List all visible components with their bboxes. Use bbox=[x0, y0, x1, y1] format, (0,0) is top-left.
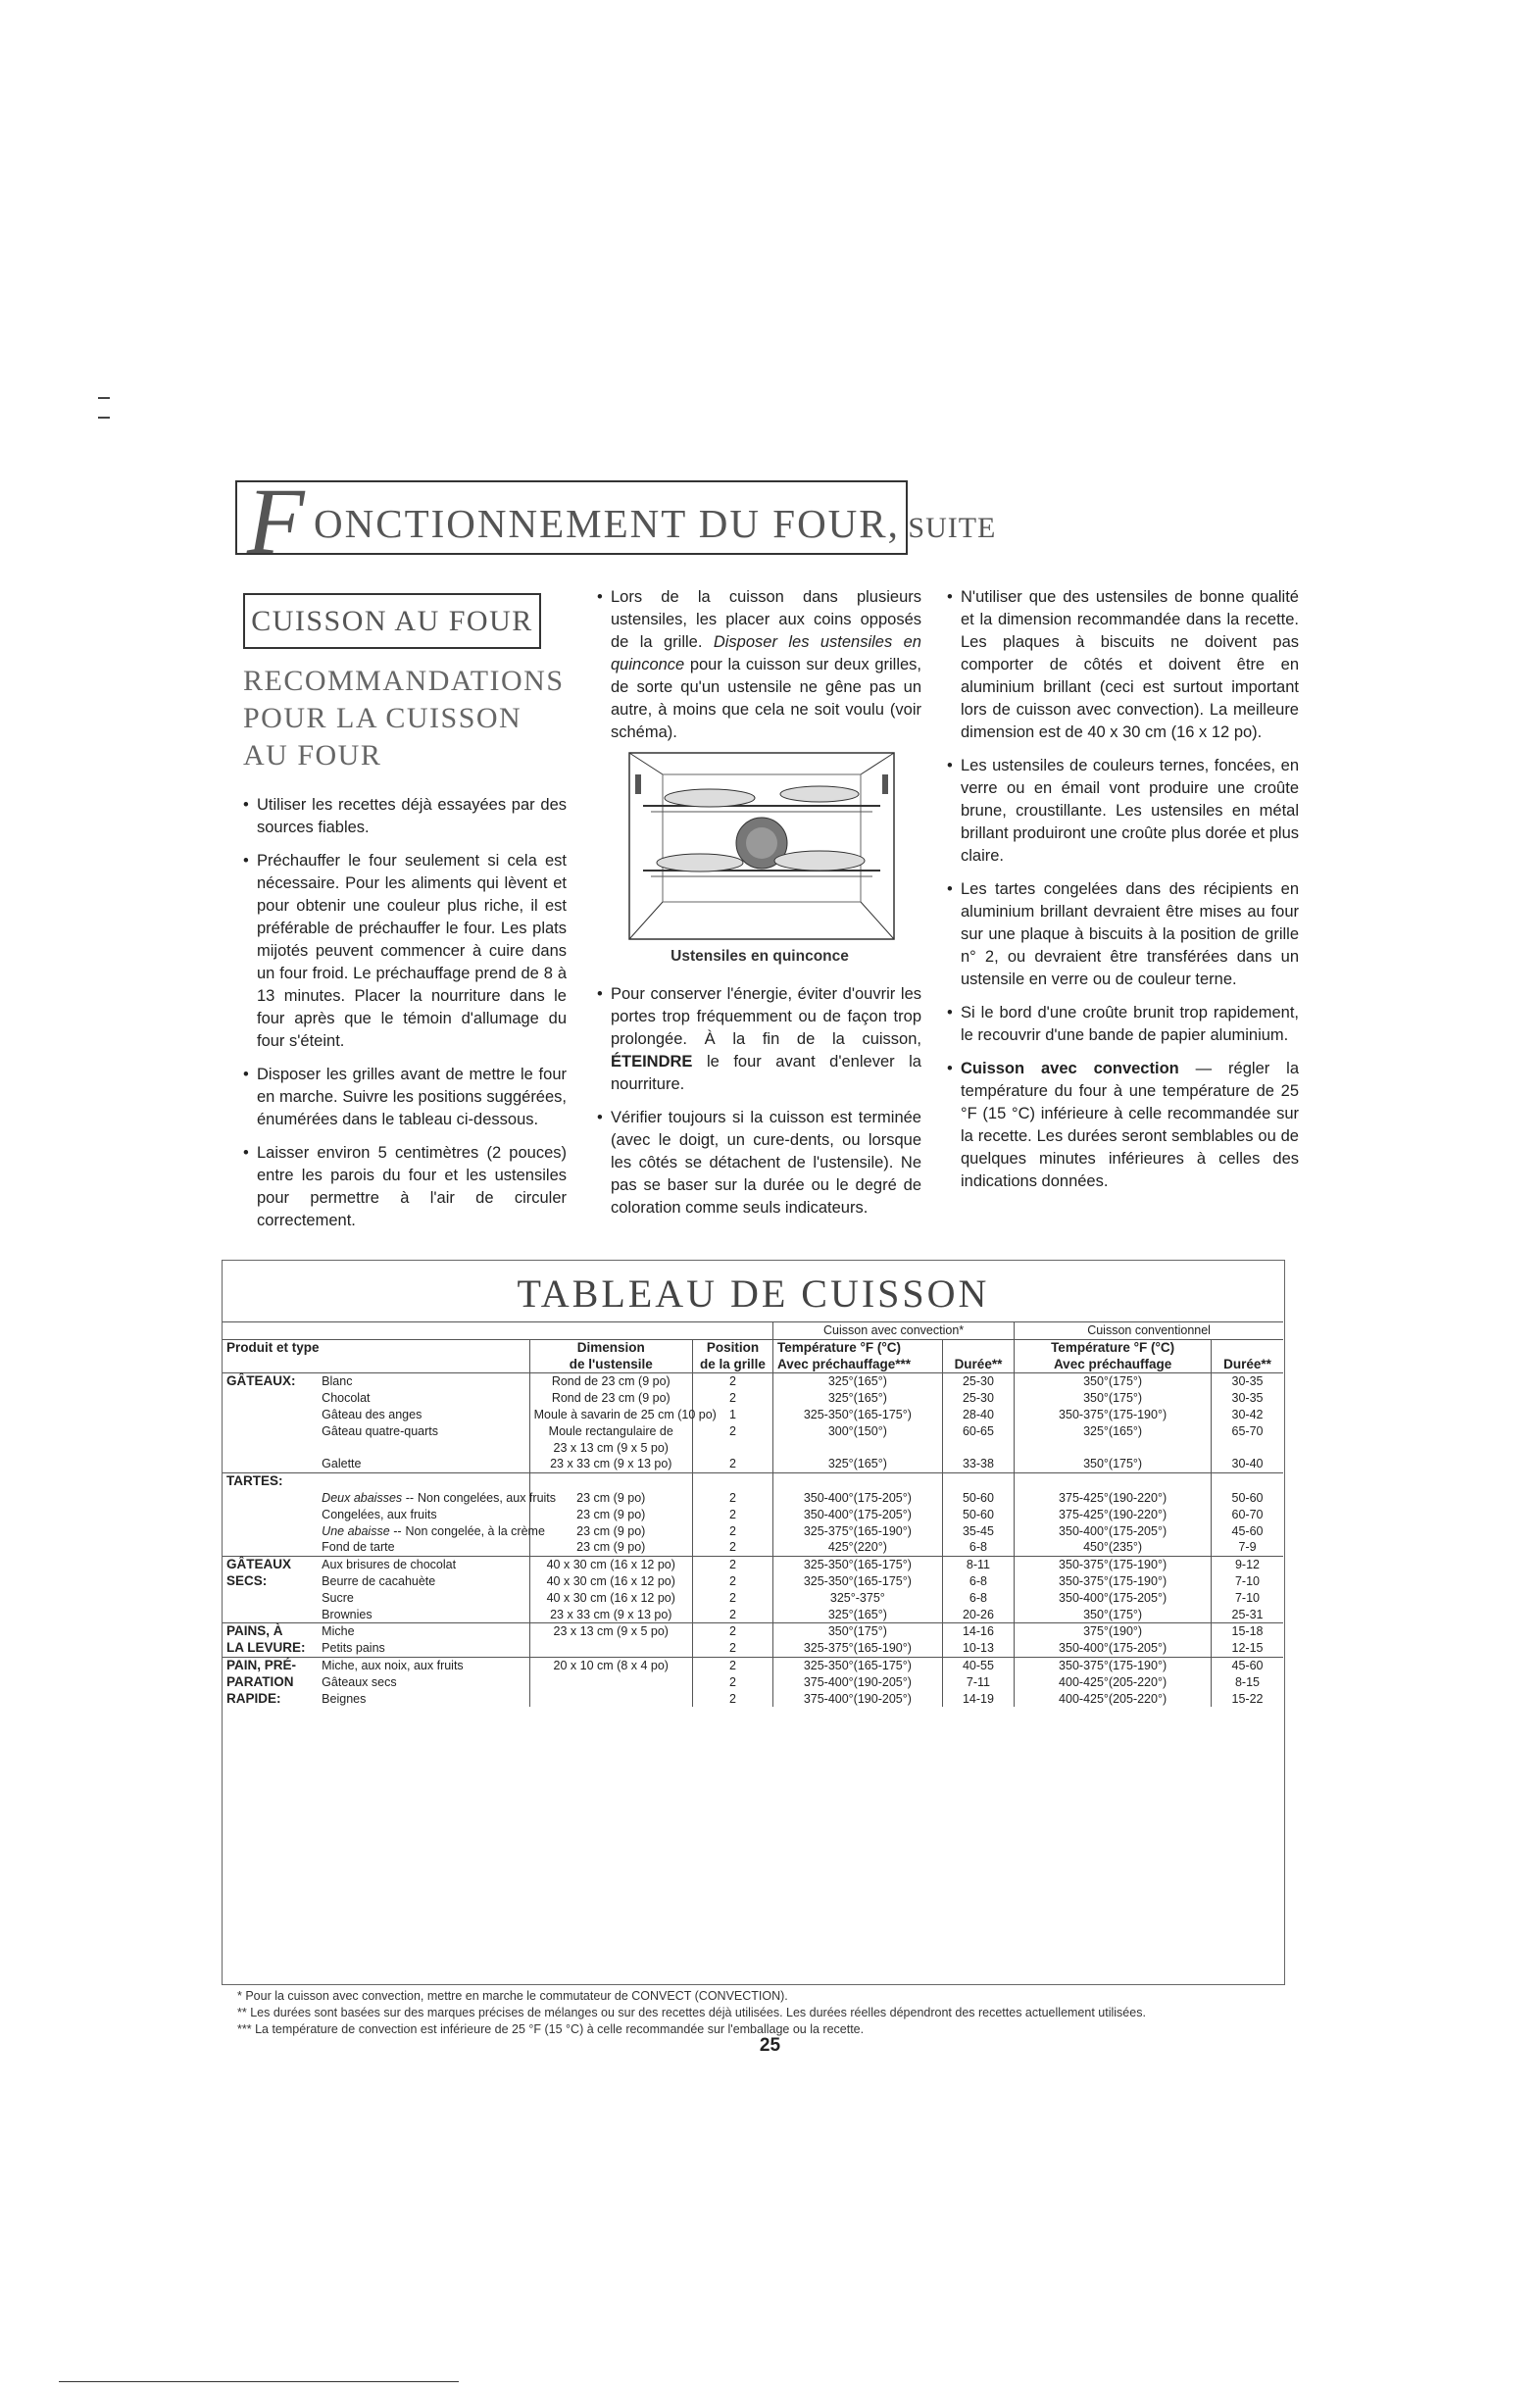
temp-convection-cell: 350°(175°) bbox=[772, 1623, 942, 1640]
temp-conventional-cell bbox=[1015, 1440, 1212, 1457]
dimension-cell: 23 cm (9 po) bbox=[529, 1539, 692, 1556]
column-middle bbox=[597, 586, 921, 755]
duration-convection-cell: 8-11 bbox=[942, 1557, 1014, 1573]
bullet-item: • Lors de la cuisson dans plusieurs ustensiles, les placer aux coins opposés de la grille. Disposer les ustensiles en quinconce pour la cuisson sur deux grilles, de sorte qu'un ustensile ne gêne pas un autre, à moins que cela ne soit voulu (voir schéma). bbox=[597, 586, 921, 744]
duration-convection-cell: 60-65 bbox=[942, 1423, 1014, 1440]
header-duration-convection: Durée** bbox=[942, 1357, 1014, 1373]
bullet-item: • N'utiliser que des ustensiles de bonne qualité et la dimension recommandée dans la recette. Les plaques à biscuits ne doivent pas comporter de côtés et doivent être en aluminium brillant (ceci est surtout important lors de cuisson avec convection). La meilleure dimension est de 40 x 30 cm (16 x 12 po). bbox=[947, 586, 1299, 744]
duration-conventional-cell: 25-31 bbox=[1212, 1607, 1283, 1623]
margin-mark bbox=[98, 417, 110, 419]
duration-conventional-cell: 9-12 bbox=[1212, 1557, 1283, 1573]
temp-conventional-cell: 400-425°(205-220°) bbox=[1015, 1674, 1212, 1691]
category-cell: RAPIDE: bbox=[226, 1690, 281, 1706]
bullet-item: • Vérifier toujours si la cuisson est terminée (avec le doigt, un cure-dents, ou lorsque les côtés se détachent de l'ustensile). Ne pas se baser sur la durée ou le degré de coloration comme seuls indicateurs. bbox=[597, 1107, 921, 1220]
item-label: Beignes bbox=[322, 1691, 367, 1706]
category-cell: LA LEVURE: bbox=[226, 1640, 306, 1656]
table-row bbox=[223, 1573, 1283, 1590]
duration-convection-cell: 6-8 bbox=[942, 1590, 1014, 1607]
category-cell bbox=[223, 1423, 318, 1440]
duration-conventional-cell: 7-10 bbox=[1212, 1590, 1283, 1607]
duration-conventional-cell: 60-70 bbox=[1212, 1507, 1283, 1523]
duration-conventional-cell: 45-60 bbox=[1212, 1657, 1283, 1673]
header-position-2: de la grille bbox=[692, 1357, 772, 1373]
item-cell bbox=[318, 1657, 529, 1673]
temp-convection-cell: 325-350°(165-175°) bbox=[772, 1407, 942, 1423]
header-initial: F bbox=[247, 469, 305, 573]
header-dimension-2: de l'ustensile bbox=[529, 1357, 692, 1373]
item-label: Miche bbox=[322, 1624, 355, 1639]
temp-convection-cell: 325-375°(165-190°) bbox=[772, 1640, 942, 1657]
bullet-item: • Utiliser les recettes déjà essayées par des sources fiables. bbox=[243, 794, 567, 839]
duration-convection-cell: 40-55 bbox=[942, 1657, 1014, 1673]
header-preheat-convection: Avec préchauffage*** bbox=[772, 1357, 942, 1373]
table-row bbox=[223, 1607, 1283, 1623]
position-cell: 2 bbox=[692, 1691, 772, 1708]
item-label: Sucre bbox=[322, 1590, 354, 1605]
temp-convection-cell: 325°(165°) bbox=[772, 1607, 942, 1623]
dimension-cell bbox=[529, 1640, 692, 1657]
dimension-cell: 23 x 33 cm (9 x 13 po) bbox=[529, 1607, 692, 1623]
table-row bbox=[223, 1373, 1283, 1390]
bullet-item: • Si le bord d'une croûte brunit trop rapidement, le recouvrir d'une bande de papier aluminium. bbox=[947, 1002, 1299, 1047]
item-label: Beurre de cacahuète bbox=[322, 1573, 436, 1588]
bullet-item: • Préchauffer le four seulement si cela est nécessaire. Pour les aliments qui lèvent et pour obtenir une couleur plus riche, il est préférable de préchauffer le four. Les plats mijotés peuvent commencer à cuire dans un four froid. Le préchauffage prend de 8 à 13 minutes. Placer la nourriture dans le four après que le témoin d'allumage du four s'éteint. bbox=[243, 850, 567, 1053]
group-convection: Cuisson avec convection* bbox=[772, 1322, 1014, 1340]
temp-conventional-cell: 350-400°(175-205°) bbox=[1015, 1640, 1212, 1657]
temp-conventional-cell: 350°(175°) bbox=[1015, 1607, 1212, 1623]
duration-convection-cell bbox=[942, 1473, 1014, 1490]
temp-convection-cell: 325°(165°) bbox=[772, 1373, 942, 1390]
duration-convection-cell: 14-16 bbox=[942, 1623, 1014, 1640]
table-footnotes bbox=[237, 1988, 1296, 2038]
section-title-box bbox=[243, 593, 541, 649]
table-row bbox=[223, 1539, 1283, 1556]
temp-conventional-cell: 325°(165°) bbox=[1015, 1423, 1212, 1440]
category-cell: PAIN, PRÉ- bbox=[226, 1657, 297, 1672]
position-cell: 2 bbox=[692, 1490, 772, 1507]
header-product: Produit et type bbox=[226, 1339, 320, 1355]
temp-convection-cell: 325-350°(165-175°) bbox=[772, 1557, 942, 1573]
item-cell bbox=[318, 1490, 557, 1507]
header-preheat-conventional: Avec préchauffage bbox=[1015, 1357, 1212, 1373]
temp-conventional-cell: 350-400°(175-205°) bbox=[1015, 1523, 1212, 1540]
dimension-cell: 40 x 30 cm (16 x 12 po) bbox=[529, 1557, 692, 1573]
column-right bbox=[947, 586, 1299, 1204]
temp-convection-cell bbox=[772, 1440, 942, 1457]
temp-convection-cell: 375-400°(190-205°) bbox=[772, 1691, 942, 1708]
item-cell bbox=[318, 1523, 545, 1540]
position-cell bbox=[692, 1473, 772, 1490]
temp-conventional-cell: 350°(175°) bbox=[1015, 1456, 1212, 1472]
bullet-item: • Les ustensiles de couleurs ternes, foncées, en verre ou en émail vont produire une croûte brune, croustillante. Les ustensiles en métal brillant produiront une croûte plus dorée et plus claire. bbox=[947, 755, 1299, 868]
item-label: Congelées, aux fruits bbox=[322, 1507, 437, 1521]
category-cell bbox=[223, 1607, 318, 1623]
position-cell: 2 bbox=[692, 1573, 772, 1590]
table-row bbox=[223, 1507, 1283, 1523]
position-cell: 2 bbox=[692, 1507, 772, 1523]
temp-conventional-cell: 350-375°(175-190°) bbox=[1015, 1407, 1212, 1423]
item-cell bbox=[318, 1539, 529, 1556]
table-row bbox=[223, 1640, 1283, 1657]
table-row bbox=[223, 1623, 1283, 1640]
item-label: Fond de tarte bbox=[322, 1540, 395, 1555]
position-cell: 2 bbox=[692, 1456, 772, 1472]
duration-convection-cell: 14-19 bbox=[942, 1691, 1014, 1708]
position-cell: 2 bbox=[692, 1557, 772, 1573]
duration-conventional-cell: 30-40 bbox=[1212, 1456, 1283, 1472]
duration-conventional-cell: 30-35 bbox=[1212, 1390, 1283, 1407]
item-label: Non congelée, à la crème bbox=[405, 1523, 545, 1538]
table-row bbox=[223, 1557, 1283, 1573]
item-cell bbox=[318, 1456, 529, 1472]
temp-conventional-cell: 375°(190°) bbox=[1015, 1623, 1212, 1640]
item-cell bbox=[318, 1674, 529, 1691]
item-cell bbox=[318, 1473, 529, 1490]
bottom-rule bbox=[59, 2381, 459, 2382]
page-number: 25 bbox=[759, 2035, 781, 2056]
category-cell bbox=[223, 1440, 318, 1457]
temp-conventional-cell: 450°(235°) bbox=[1015, 1539, 1212, 1556]
dimension-cell bbox=[529, 1691, 692, 1708]
dimension-cell bbox=[529, 1473, 692, 1490]
bullet-item: • Cuisson avec convection — régler la température du four à une température de 25 °F (15 °C) inférieure à celle recommandée sur la recette. Les durées seront semblables ou de quelques minutes inférieures à celles des indications données. bbox=[947, 1058, 1299, 1193]
position-cell: 2 bbox=[692, 1623, 772, 1640]
header-temp-conventional: Température °F (°C) bbox=[1015, 1339, 1212, 1356]
item-cell bbox=[318, 1390, 529, 1407]
dimension-cell: 23 cm (9 po) bbox=[529, 1490, 692, 1507]
item-cell bbox=[318, 1573, 529, 1590]
item-label: Galette bbox=[322, 1457, 362, 1471]
header-position: Position bbox=[692, 1339, 772, 1356]
subtype-label: Une abaisse -- bbox=[322, 1523, 402, 1538]
category-cell: PAINS, À bbox=[226, 1623, 283, 1639]
item-cell bbox=[318, 1440, 529, 1457]
table-row bbox=[223, 1657, 1283, 1673]
item-label: Gâteau quatre-quarts bbox=[322, 1423, 438, 1438]
category-cell bbox=[223, 1523, 318, 1540]
duration-convection-cell: 6-8 bbox=[942, 1539, 1014, 1556]
item-cell bbox=[318, 1640, 529, 1657]
table-row bbox=[223, 1423, 1283, 1440]
position-cell: 2 bbox=[692, 1523, 772, 1540]
temp-convection-cell: 325-350°(165-175°) bbox=[772, 1657, 942, 1673]
subtype-label: Deux abaisses -- bbox=[322, 1490, 414, 1505]
item-cell bbox=[318, 1590, 529, 1607]
position-cell: 2 bbox=[692, 1390, 772, 1407]
duration-conventional-cell: 7-10 bbox=[1212, 1573, 1283, 1590]
duration-conventional-cell: 30-35 bbox=[1212, 1373, 1283, 1390]
dimension-cell: 23 x 33 cm (9 x 13 po) bbox=[529, 1456, 692, 1472]
duration-convection-cell: 50-60 bbox=[942, 1507, 1014, 1523]
category-cell bbox=[223, 1456, 318, 1472]
recommendations-title: RECOMMANDATIONS POUR LA CUISSON AU FOUR bbox=[243, 665, 565, 772]
item-label: Brownies bbox=[322, 1607, 373, 1621]
cooking-table bbox=[223, 1321, 1283, 1707]
dimension-cell: Rond de 23 cm (9 po) bbox=[529, 1373, 692, 1390]
temp-convection-cell: 325°(165°) bbox=[772, 1390, 942, 1407]
item-label: Chocolat bbox=[322, 1391, 371, 1406]
category-cell bbox=[223, 1539, 318, 1556]
duration-conventional-cell bbox=[1212, 1473, 1283, 1490]
temp-conventional-cell: 350-375°(175-190°) bbox=[1015, 1573, 1212, 1590]
position-cell: 2 bbox=[692, 1640, 772, 1657]
item-cell bbox=[318, 1423, 529, 1440]
header-duration-conventional: Durée** bbox=[1212, 1357, 1283, 1373]
temp-convection-cell: 325°-375° bbox=[772, 1590, 942, 1607]
page-title: ONCTIONNEMENT DU FOUR, SUITE bbox=[314, 501, 997, 546]
position-cell: 2 bbox=[692, 1674, 772, 1691]
dimension-cell: 23 x 13 cm (9 x 5 po) bbox=[529, 1440, 692, 1457]
item-label: Gâteaux secs bbox=[322, 1674, 397, 1689]
duration-conventional-cell: 50-60 bbox=[1212, 1490, 1283, 1507]
temp-convection-cell: 300°(150°) bbox=[772, 1423, 942, 1440]
table-row bbox=[223, 1590, 1283, 1607]
temp-convection-cell: 425°(220°) bbox=[772, 1539, 942, 1556]
duration-convection-cell: 25-30 bbox=[942, 1390, 1014, 1407]
table-title: TABLEAU DE CUISSON bbox=[517, 1271, 990, 1316]
dimension-cell: 23 cm (9 po) bbox=[529, 1523, 692, 1540]
cooking-table-box bbox=[222, 1260, 1285, 1985]
position-cell bbox=[692, 1440, 772, 1457]
temp-conventional-cell: 350-400°(175-205°) bbox=[1015, 1590, 1212, 1607]
duration-convection-cell: 33-38 bbox=[942, 1456, 1014, 1472]
temp-conventional-cell: 350°(175°) bbox=[1015, 1373, 1212, 1390]
dimension-cell: Moule à savarin de 25 cm (10 po) bbox=[529, 1407, 692, 1423]
margin-mark bbox=[98, 397, 110, 399]
category-cell bbox=[223, 1590, 318, 1607]
duration-convection-cell: 50-60 bbox=[942, 1490, 1014, 1507]
footnote: ** Les durées sont basées sur des marques précises de mélanges ou sur des recettes déjà utilisées. Les durées réelles dépendront des recettes actuellement utilisées. bbox=[237, 2006, 1146, 2019]
item-cell bbox=[318, 1607, 529, 1623]
item-cell bbox=[318, 1407, 529, 1423]
item-label: Non congelées, aux fruits bbox=[417, 1490, 557, 1505]
temp-conventional-cell: 350-375°(175-190°) bbox=[1015, 1657, 1212, 1673]
dimension-cell: 40 x 30 cm (16 x 12 po) bbox=[529, 1573, 692, 1590]
duration-convection-cell: 7-11 bbox=[942, 1674, 1014, 1691]
dimension-cell bbox=[529, 1674, 692, 1691]
table-row bbox=[223, 1490, 1283, 1507]
header-temp-convection: Température °F (°C) bbox=[772, 1339, 942, 1356]
dimension-cell: 20 x 10 cm (8 x 4 po) bbox=[529, 1657, 692, 1673]
figure-caption: Ustensiles en quinconce bbox=[671, 948, 849, 965]
temp-conventional-cell bbox=[1015, 1473, 1212, 1490]
position-cell: 2 bbox=[692, 1373, 772, 1390]
footnote: * Pour la cuisson avec convection, mettre en marche le commutateur de CONVECT (CONVECTION). bbox=[237, 1989, 788, 2003]
dimension-cell: 23 cm (9 po) bbox=[529, 1507, 692, 1523]
temp-conventional-cell: 350°(175°) bbox=[1015, 1390, 1212, 1407]
position-cell: 2 bbox=[692, 1423, 772, 1440]
dimension-cell: Moule rectangulaire de bbox=[529, 1423, 692, 1440]
item-cell bbox=[318, 1557, 529, 1573]
duration-conventional-cell: 15-22 bbox=[1212, 1691, 1283, 1708]
position-cell: 2 bbox=[692, 1657, 772, 1673]
duration-conventional-cell: 45-60 bbox=[1212, 1523, 1283, 1540]
column-middle-lower bbox=[597, 983, 921, 1230]
temp-convection-cell: 375-400°(190-205°) bbox=[772, 1674, 942, 1691]
dimension-cell: Rond de 23 cm (9 po) bbox=[529, 1390, 692, 1407]
duration-conventional-cell: 30-42 bbox=[1212, 1407, 1283, 1423]
category-cell: PARATION bbox=[226, 1673, 294, 1689]
header-dimension: Dimension bbox=[529, 1339, 692, 1356]
dimension-cell: 40 x 30 cm (16 x 12 po) bbox=[529, 1590, 692, 1607]
table-row bbox=[223, 1691, 1283, 1708]
duration-conventional-cell: 65-70 bbox=[1212, 1423, 1283, 1440]
temp-convection-cell: 350-400°(175-205°) bbox=[772, 1490, 942, 1507]
category-cell: GÂTEAUX: bbox=[226, 1373, 296, 1389]
temp-convection-cell: 325°(165°) bbox=[772, 1456, 942, 1472]
table-row bbox=[223, 1407, 1283, 1423]
duration-conventional-cell: 15-18 bbox=[1212, 1623, 1283, 1640]
duration-conventional-cell: 7-9 bbox=[1212, 1539, 1283, 1556]
position-cell: 1 bbox=[692, 1407, 772, 1423]
item-label: Miche, aux noix, aux fruits bbox=[322, 1658, 464, 1672]
dimension-cell: 23 x 13 cm (9 x 5 po) bbox=[529, 1623, 692, 1640]
item-label: Aux brisures de chocolat bbox=[322, 1558, 457, 1572]
footnote: *** La température de convection est inférieure de 25 °F (15 °C) à celle recommandée sur l'emballage ou la recette. bbox=[237, 2022, 865, 2036]
category-cell bbox=[223, 1507, 318, 1523]
item-label: Blanc bbox=[322, 1374, 353, 1389]
bullet-item: • Disposer les grilles avant de mettre le four en marche. Suivre les positions suggérées, énumérées dans le tableau ci-dessous. bbox=[243, 1064, 567, 1131]
duration-convection-cell: 6-8 bbox=[942, 1573, 1014, 1590]
temp-convection-cell: 325-375°(165-190°) bbox=[772, 1523, 942, 1540]
table-row bbox=[223, 1674, 1283, 1691]
temp-convection-cell: 325-350°(165-175°) bbox=[772, 1573, 942, 1590]
duration-convection-cell bbox=[942, 1440, 1014, 1457]
position-cell: 2 bbox=[692, 1539, 772, 1556]
group-conventional: Cuisson conventionnel bbox=[1015, 1322, 1283, 1340]
category-cell: GÂTEAUX bbox=[226, 1557, 292, 1572]
item-cell bbox=[318, 1623, 529, 1640]
oven-racks-illustration bbox=[623, 745, 900, 946]
temp-conventional-cell: 375-425°(190-220°) bbox=[1015, 1490, 1212, 1507]
duration-convection-cell: 25-30 bbox=[942, 1373, 1014, 1390]
page-header bbox=[235, 469, 997, 573]
column-left bbox=[243, 794, 567, 1243]
item-cell bbox=[318, 1373, 529, 1390]
category-cell bbox=[223, 1390, 318, 1407]
position-cell: 2 bbox=[692, 1607, 772, 1623]
category-cell: SECS: bbox=[226, 1572, 268, 1588]
category-cell: TARTES: bbox=[226, 1473, 283, 1489]
section-title: CUISSON AU FOUR bbox=[251, 605, 533, 637]
position-cell: 2 bbox=[692, 1590, 772, 1607]
table-row bbox=[223, 1390, 1283, 1407]
item-cell bbox=[318, 1507, 529, 1523]
duration-conventional-cell: 12-15 bbox=[1212, 1640, 1283, 1657]
temp-conventional-cell: 400-425°(205-220°) bbox=[1015, 1691, 1212, 1708]
table-row bbox=[223, 1456, 1283, 1472]
duration-conventional-cell bbox=[1212, 1440, 1283, 1457]
temp-convection-cell: 350-400°(175-205°) bbox=[772, 1507, 942, 1523]
bullet-item: • Laisser environ 5 centimètres (2 pouces) entre les parois du four et les ustensiles pour permettre à l'air de circuler correctement. bbox=[243, 1142, 567, 1232]
temp-conventional-cell: 350-375°(175-190°) bbox=[1015, 1557, 1212, 1573]
table-row bbox=[223, 1440, 1283, 1457]
duration-convection-cell: 28-40 bbox=[942, 1407, 1014, 1423]
duration-convection-cell: 35-45 bbox=[942, 1523, 1014, 1540]
item-label: Petits pains bbox=[322, 1641, 385, 1656]
duration-convection-cell: 20-26 bbox=[942, 1607, 1014, 1623]
table-row bbox=[223, 1523, 1283, 1540]
item-cell bbox=[318, 1691, 529, 1708]
category-cell bbox=[223, 1407, 318, 1423]
duration-convection-cell: 10-13 bbox=[942, 1640, 1014, 1657]
temp-conventional-cell: 375-425°(190-220°) bbox=[1015, 1507, 1212, 1523]
category-cell bbox=[223, 1490, 318, 1507]
duration-conventional-cell: 8-15 bbox=[1212, 1674, 1283, 1691]
table-row bbox=[223, 1473, 1283, 1490]
bullet-item: • Pour conserver l'énergie, éviter d'ouvrir les portes trop fréquemment ou de façon trop prolongée. À la fin de la cuisson, ÉTEINDRE le four avant d'enlever la nourriture. bbox=[597, 983, 921, 1096]
temp-convection-cell bbox=[772, 1473, 942, 1490]
bullet-item: • Les tartes congelées dans des récipients en aluminium brillant devraient être mises au four sur une plaque à biscuits à la position de grille n° 2, ou devraient être transférées dans un ustensile en verre ou de couleur terne. bbox=[947, 878, 1299, 991]
item-label: Gâteau des anges bbox=[322, 1407, 422, 1421]
